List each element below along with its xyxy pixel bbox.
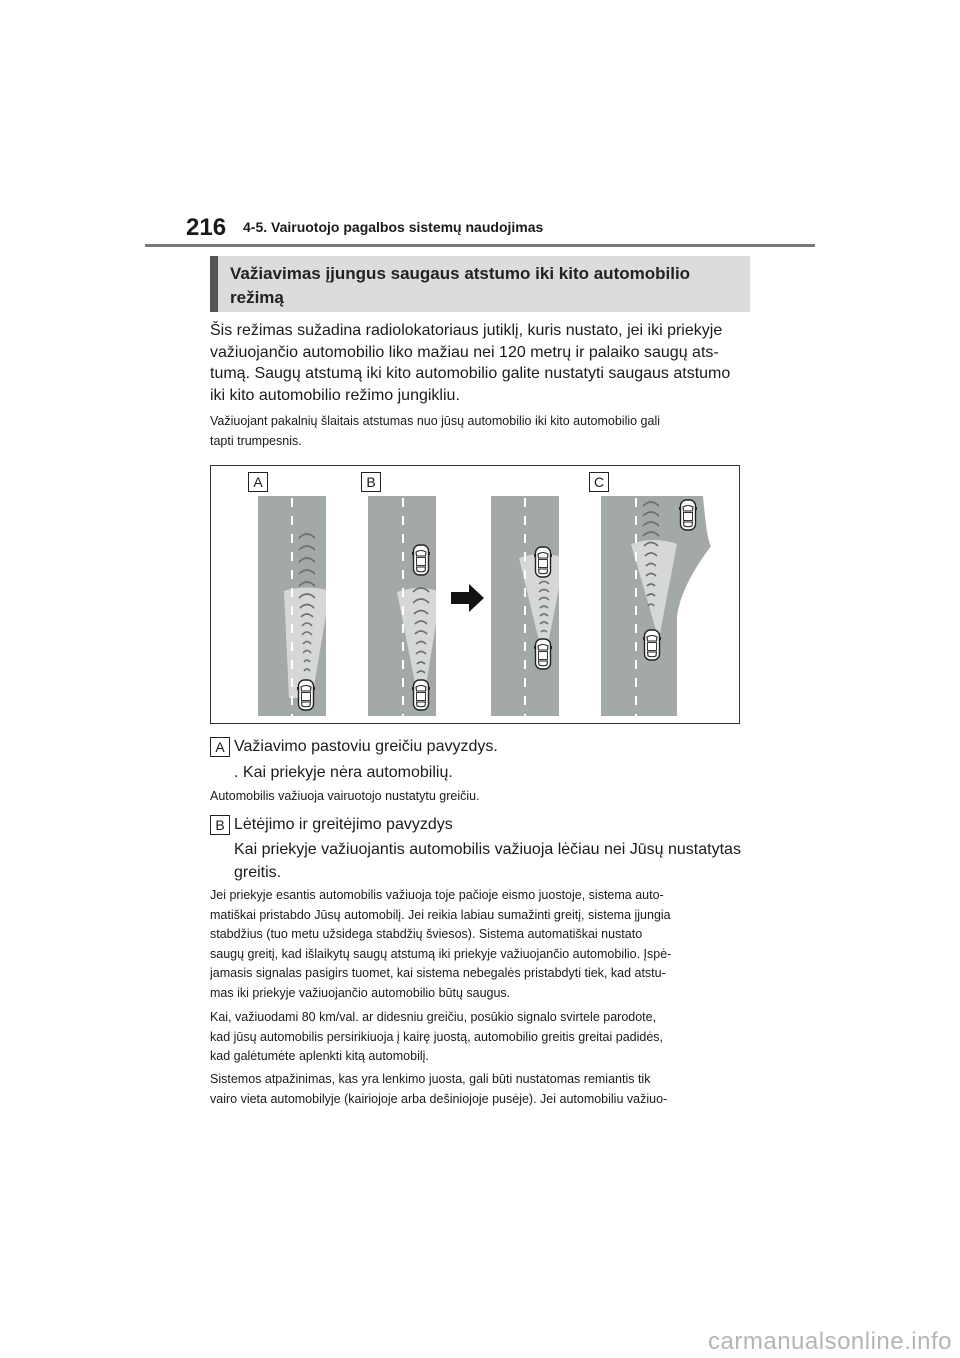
section-title-line-1: Važiavimas įjungus saugaus atstumo iki kito automobilio — [230, 264, 691, 283]
chapter-title: 4-5. Vairuotojo pagalbos sistemų naudojimas — [243, 219, 544, 235]
note-line: mas iki priekyje važiuojančio automobilio būtų saugus. — [210, 985, 511, 1000]
item-b-note-2 — [210, 1008, 755, 1067]
item-b-desc-line: greitis. — [234, 864, 282, 881]
item-a-label: A — [210, 737, 230, 757]
intro-line: važiuojančio automobilio liko mažiau nei 120 metrų ir palaiko saugų ats- — [210, 343, 719, 361]
intro-note-line: tapti trumpesnis. — [210, 433, 302, 448]
note-line: kad jūsų automobilis persirikiuoja į kairę juostą, automobilio greitis greitai padidės, — [210, 1029, 664, 1044]
arrow-icon — [451, 584, 484, 612]
item-b-note-3 — [210, 1070, 755, 1109]
note-line: vairo vieta automobilyje (kairiojoje arba dešiniojoje pusėje). Jei automobiliu važiuo- — [210, 1091, 668, 1106]
car-ahead-icon — [534, 547, 552, 577]
intro-paragraph — [210, 320, 750, 406]
section-heading — [210, 256, 750, 312]
header-divider — [145, 244, 815, 247]
own-car-icon — [412, 680, 430, 710]
note-line: kad galėtumėte aplenkti kitą automobilį. — [210, 1049, 429, 1063]
item-a-note: Automobilis važiuoja vairuotojo nustatytu greičiu. — [210, 789, 480, 803]
section-title-line-2: režimą — [230, 288, 284, 307]
note-line: Jei priekyje esantis automobilis važiuoja toje pačioje eismo juostoje, sistema auto- — [210, 888, 664, 902]
item-a-title: Važiavimo pastoviu greičiu pavyzdys. — [234, 738, 498, 755]
own-car-icon — [643, 630, 661, 660]
note-line: jamasis signalas pasigirs tuomet, kai sistema nebegalės pristabdyti tiek, kad atstu- — [210, 966, 666, 980]
intro-line: Šis režimas sužadina radiolokatoriaus jutiklį, kuris nustato, jei iki priekyje — [210, 322, 723, 339]
note-line: matiškai pristabdo Jūsų automobilį. Jei reikia labiau sumažinti greitį, sistema įjungia — [210, 907, 671, 922]
figure-label-a: A — [248, 472, 268, 492]
own-car-icon — [297, 680, 315, 710]
item-b-note-1 — [210, 886, 755, 1003]
watermark-text: carmanualsonline.info — [708, 1328, 952, 1355]
figure-label-b: B — [361, 472, 381, 492]
own-car-icon — [534, 639, 552, 669]
illustration-canvas — [211, 466, 741, 725]
note-line: stabdžius (tuo metu užsidega stabdžių šviesos). Sistema automatiškai nustato — [210, 927, 643, 941]
item-b-title: Lėtėjimo ir greitėjimo pavyzdys — [234, 816, 453, 833]
intro-note — [210, 412, 750, 451]
intro-line: iki kito automobilio režimo jungikliu. — [210, 386, 460, 404]
merging-car-icon — [679, 500, 697, 530]
intro-note-line: Važiuojant pakalnių šlaitais atstumas nuo jūsų automobilio iki kito automobilio gali — [210, 414, 661, 428]
item-b-label: B — [210, 815, 230, 835]
acc-illustration — [210, 465, 740, 724]
page-number: 216 — [186, 214, 227, 241]
item-a-subtitle: . Kai priekyje nėra automobilių. — [234, 764, 453, 781]
car-ahead-icon — [412, 545, 430, 575]
intro-line: tumą. Saugų atstumą iki kito automobilio galite nustatyti saugaus atstumo — [210, 365, 731, 382]
note-line: saugų greitį, kad išlaikytų saugų atstumą iki priekyje važiuojančio automobilio. Įspė- — [210, 946, 672, 961]
note-line: Sistemos atpažinimas, kas yra lenkimo juosta, gali būti nustatomas remiantis tik — [210, 1072, 651, 1086]
note-line: Kai, važiuodami 80 km/val. ar didesniu greičiu, posūkio signalo svirtele parodote, — [210, 1010, 657, 1024]
figure-label-c: C — [589, 472, 609, 492]
item-b-desc-line: Kai priekyje važiuojantis automobilis važiuoja lėčiau nei Jūsų nustatytas — [234, 841, 741, 858]
